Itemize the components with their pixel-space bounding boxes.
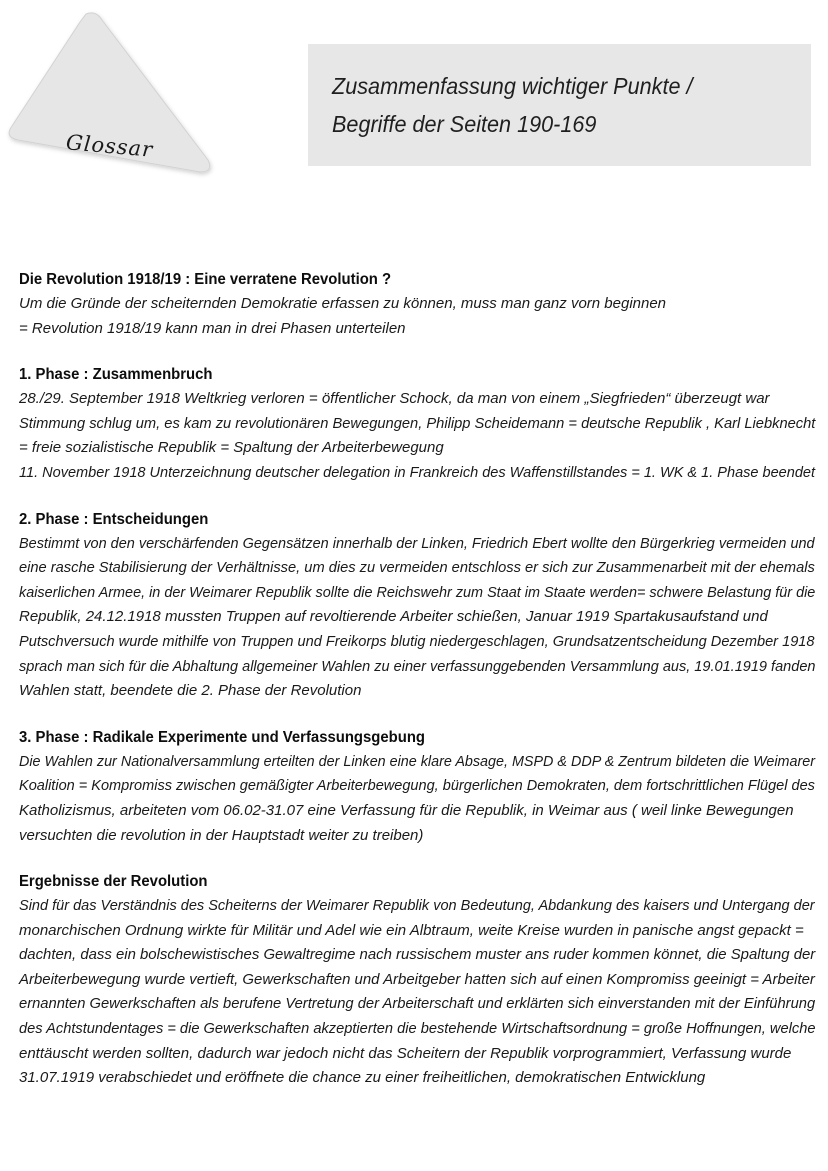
- section-heading: 2. Phase : Entscheidungen: [19, 510, 209, 528]
- section-heading: Die Revolution 1918/19 : Eine verratene Revolution ?: [19, 271, 392, 288]
- section-heading: Ergebnisse der Revolution: [19, 873, 208, 891]
- page-title-line-2: Begriffe der Seiten 190-169: [332, 111, 597, 137]
- section-phase-2: [19, 508, 819, 704]
- glossar-logo: [0, 0, 220, 180]
- section-revolution-intro: [19, 268, 819, 341]
- page-title-box: [308, 44, 811, 166]
- text-line: dachten, dass ein bolschewistisches Gewaltregime nach russischem muster ans ruder kommen könnet, die Spaltung der: [19, 946, 816, 964]
- text-line: eine rasche Stabilisierung der Verhältnisse, um dies zu vermeiden entschloss er sich zur Zusammenarbeit mit der ehemals: [19, 559, 815, 577]
- text-line: Bestimmt von den verschärfenden Gegensätzen innerhalb der Linken, Friedrich Ebert wollte den Bürgerkrieg vermeiden und: [19, 534, 815, 552]
- text-line: Stimmung schlug um, es kam zu revolutionären Bewegungen, Philipp Scheidemann = deutsche Republik , Karl Liebknecht: [19, 414, 816, 432]
- text-line: versuchten die revolution in der Hauptstadt weiter zu treiben): [19, 826, 424, 844]
- text-line: des Achtstundentages = die Gewerkschaften akzeptierten die bestehende Wirtschaftsordnung = große Hoffnungen, welche: [19, 1020, 816, 1038]
- text-line: enttäuscht werden sollten, dadurch war jedoch nicht das Scheitern der Republik vorprogrammiert, Verfassung wurde: [19, 1044, 792, 1062]
- glossar-label: Glossar: [65, 130, 155, 162]
- text-line: Um die Gründe der scheiternden Demokratie erfassen zu können, muss man ganz vorn beginnen: [19, 295, 667, 312]
- text-line: kaiserlichen Armee, in der Weimarer Republik sollte die Reichswehr zum Staat im Staate werden= schwere Belastung für die: [19, 583, 816, 601]
- page-title-line-1: Zusammenfassung wichtiger Punkte /: [332, 73, 693, 99]
- document-body: [19, 268, 819, 1113]
- text-line: Die Wahlen zur Nationalversammlung erteilten der Linken eine klare Absage, MSPD & DDP & Zentrum bildeten die Weimarer: [19, 752, 816, 770]
- section-phase-1: [19, 363, 819, 485]
- section-heading: 1. Phase : Zusammenbruch: [19, 366, 213, 384]
- text-line: sprach man sich für die Abhaltung allgemeiner Wahlen zu einer verfassunggebenden Versammlung aus, 19.01.1919 fanden: [19, 657, 816, 675]
- text-line: monarchischen Ordnung wirkte für Militär und Adel wie ein Albtraum, weite Kreise wurden in panische angst gepackt =: [19, 921, 804, 939]
- text-line: Katholizismus, arbeiteten vom 06.02-31.07 eine Verfassung für die Republik, in Weimar aus ( weil linke Bewegungen: [19, 801, 794, 819]
- text-line: = Revolution 1918/19 kann man in drei Phasen unterteilen: [19, 319, 406, 337]
- text-line: 11. November 1918 Unterzeichnung deutscher delegation in Frankreich des Waffenstillstandes = 1. WK & 1. Phase beendet: [19, 463, 816, 481]
- text-line: Koalition = Kompromiss zwischen gemäßigter Arbeiterbewegung, bürgerlichen Demokraten, dem fortschrittlichen Flügel des: [19, 777, 815, 795]
- text-line: = freie sozialistische Republik = Spaltung der Arbeiterbewegung: [19, 439, 444, 457]
- text-line: Wahlen statt, beendete die 2. Phase der Revolution: [19, 682, 362, 700]
- section-phase-3: [19, 726, 819, 848]
- text-line: Putschversuch wurde mithilfe von Truppen und Freikorps blutig niedergeschlagen, Grundsatzentscheidung Dezember 1918: [19, 632, 815, 650]
- text-line: Sind für das Verständnis des Scheiterns der Weimarer Republik von Bedeutung, Abdankung des kaisers und Untergang der: [19, 897, 815, 915]
- section-heading: 3. Phase : Radikale Experimente und Verfassungsgebung: [19, 728, 426, 746]
- text-line: Republik, 24.12.1918 mussten Truppen auf revoltierende Arbeiter schießen, Januar 1919 Spartakusaufstand und: [19, 608, 768, 626]
- section-results: [19, 870, 819, 1091]
- text-line: 28./29. September 1918 Weltkrieg verloren = öffentlicher Schock, da man von einem „Siegfrieden“ überzeugt war: [19, 390, 770, 408]
- text-line: ernannten Gewerkschaften als berufene Vertretung der Arbeiterschaft und erklärten sich einverstanden mit der Einführung: [19, 995, 816, 1013]
- text-line: 31.07.1919 verabschiedet und eröffnete die chance zu einer freiheitlichen, demokratischen Entwicklung: [19, 1069, 706, 1087]
- text-line: Arbeiterbewegung wurde vertieft, Gewerkschaften und Arbeitgeber hatten sich auf einen Kompromiss geeinigt = Arbeiter: [19, 970, 815, 988]
